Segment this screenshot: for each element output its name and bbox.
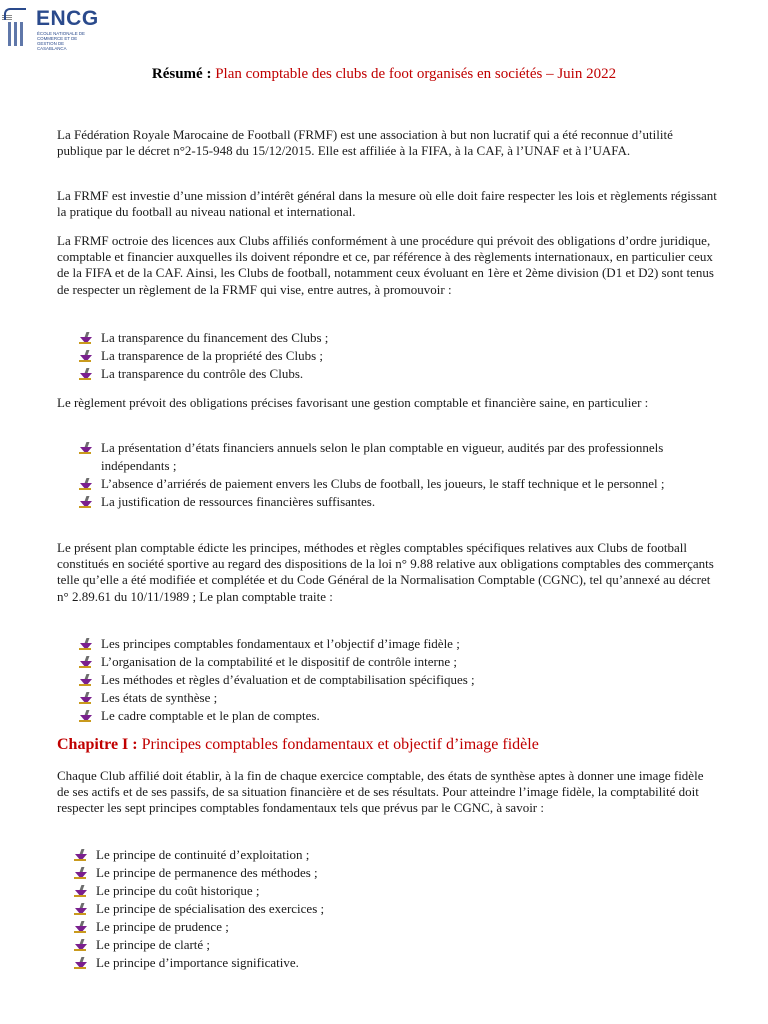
chapter-number: Chapitre I :: [57, 736, 142, 753]
arrow-down-bullet-icon: [79, 710, 91, 722]
arrow-down-bullet-icon: [74, 867, 86, 879]
list-obligations: [75, 439, 715, 511]
chapter-heading: [57, 736, 539, 754]
paragraph-text: Chaque Club affilié doit établir, à la fin de chaque exercice comptable, des états de synthèse aptes à donner une image fidèle de ses actifs et de ses passifs, de sa situation financière et de ses résultats. Pour atteindre l’image fidèle, la comptabilité doit respecter les sept principes comptables fondamentaux tels que prévus par le CGNC, à savoir :: [57, 768, 704, 816]
paragraph-frmf-mission: [57, 188, 717, 220]
list-item: [70, 954, 710, 972]
list-item-text: L’organisation de la comptabilité et le dispositif de contrôle interne ;: [101, 654, 457, 669]
list-item: [75, 689, 715, 707]
arrow-down-bullet-icon: [79, 332, 91, 344]
paragraph-text: La Fédération Royale Marocaine de Football (FRMF) est une association à but non lucratif qui a été reconnue d’utilité publique par le décret n°2-15-948 du 15/12/2015. Elle est affiliée à la FIFA, à la CAF, à l’UNAF et à l’UAFA.: [57, 127, 673, 159]
list-item-text: Les méthodes et règles d’évaluation et de comptabilisation spécifiques ;: [101, 672, 475, 687]
arrow-down-bullet-icon: [79, 442, 91, 454]
list-item: [70, 882, 710, 900]
paragraph-frmf-intro: [57, 127, 717, 159]
list-item-text: La transparence du financement des Clubs ;: [101, 330, 329, 345]
arrow-down-bullet-icon: [79, 674, 91, 686]
list-item: [75, 475, 715, 493]
list-item-text: Le cadre comptable et le plan de comptes.: [101, 708, 320, 723]
arrow-down-bullet-icon: [79, 478, 91, 490]
list-item-text: La présentation d’états financiers annuels selon le plan comptable en vigueur, audités par des professionnels indépendants ;: [101, 440, 664, 473]
paragraph-text: Le présent plan comptable édicte les principes, méthodes et règles comptables spécifiques relatives aux Clubs de football constitués en société sportive au regard des dispositions de la loi n° 9.88 relative aux obligations comptables des commerçants telle qu’elle a été modifiée et complétée et du Code Général de la Normalisation Comptable (CGNC), tel qu’annexé au décret n° 2.89.61 du 10/11/1989 ; Le plan comptable traite :: [57, 540, 714, 604]
arrow-down-bullet-icon: [74, 849, 86, 861]
arrow-down-bullet-icon: [74, 921, 86, 933]
list-item: [75, 635, 715, 653]
list-item: [70, 918, 710, 936]
list-item: [75, 365, 715, 383]
arrow-down-bullet-icon: [79, 496, 91, 508]
document-title: [0, 66, 768, 83]
list-transparence: [75, 329, 715, 383]
arrow-down-bullet-icon: [74, 957, 86, 969]
list-item: [70, 846, 710, 864]
list-item-text: La transparence du contrôle des Clubs.: [101, 366, 304, 381]
list-item: [75, 653, 715, 671]
paragraph-image-fidele: [57, 768, 717, 817]
paragraph-plan-comptable: [57, 540, 717, 605]
list-item: [75, 347, 715, 365]
list-item: [70, 864, 710, 882]
encg-logo-icon: [2, 6, 30, 48]
paragraph-text: Le règlement prévoit des obligations précises favorisant une gestion comptable et financière saine, en particulier :: [57, 395, 649, 410]
list-item-text: La justification de ressources financières suffisantes.: [101, 494, 376, 509]
list-item-text: Les états de synthèse ;: [101, 690, 218, 705]
list-item: [75, 707, 715, 725]
paragraph-text: La FRMF est investie d’une mission d’intérêt général dans la mesure où elle doit faire respecter les lois et règlements régissant la pratique du football au niveau national et international.: [57, 188, 717, 220]
list-item: [70, 936, 710, 954]
logo-subtitle: ÉCOLE NATIONALE DE COMMERCE ET DE GESTION DE CASABLANCA: [37, 31, 85, 51]
list-item: [75, 439, 715, 475]
list-item-text: Le principe de spécialisation des exercices ;: [96, 901, 325, 916]
arrow-down-bullet-icon: [74, 885, 86, 897]
arrow-down-bullet-icon: [74, 903, 86, 915]
list-item-text: Le principe de continuité d’exploitation ;: [96, 847, 310, 862]
arrow-down-bullet-icon: [79, 368, 91, 380]
encg-logo: [2, 6, 99, 51]
list-item-text: Le principe du coût historique ;: [96, 883, 260, 898]
list-item-text: L’absence d’arriérés de paiement envers les Clubs de football, les joueurs, le staff technique et le personnel ;: [101, 476, 665, 491]
arrow-down-bullet-icon: [79, 656, 91, 668]
title-prefix: Résumé :: [151, 66, 216, 82]
list-item: [75, 671, 715, 689]
paragraph-text: La FRMF octroie des licences aux Clubs affiliés conformément à une procédure qui prévoit des obligations d’ordre juridique, comptable et financier auxquelles ils doivent répondre et ce, par référence à des règlements internationaux, en particulier ceux de la FIFA et de la CAF. Ainsi, les Clubs de football, notamment ceux évoluant en 1ère et 2ème division (D1 et D2) sont tenus de respecter un règlement de la FRMF qui vise, entre autres, à promouvoir :: [57, 233, 714, 297]
logo-name: ENCG: [36, 7, 99, 30]
list-item-text: La transparence de la propriété des Clubs ;: [101, 348, 323, 363]
list-item-text: Le principe d’importance significative.: [96, 955, 299, 970]
list-item-text: Le principe de clarté ;: [96, 937, 211, 952]
list-item-text: Le principe de prudence ;: [96, 919, 229, 934]
list-item-text: Le principe de permanence des méthodes ;: [96, 865, 318, 880]
arrow-down-bullet-icon: [79, 350, 91, 362]
arrow-down-bullet-icon: [79, 638, 91, 650]
list-item-text: Les principes comptables fondamentaux et l’objectif d’image fidèle ;: [101, 636, 460, 651]
arrow-down-bullet-icon: [74, 939, 86, 951]
chapter-title: Principes comptables fondamentaux et objectif d’image fidèle: [141, 736, 539, 753]
list-item: [75, 329, 715, 347]
paragraph-reglement: [57, 395, 717, 411]
list-item: [75, 493, 715, 511]
paragraph-frmf-licences: [57, 233, 717, 298]
arrow-down-bullet-icon: [79, 692, 91, 704]
list-plan-traite: [75, 635, 715, 725]
list-principes: [70, 846, 710, 972]
title-main: Plan comptable des clubs de foot organisés en sociétés – Juin 2022: [215, 66, 617, 82]
list-item: [70, 900, 710, 918]
